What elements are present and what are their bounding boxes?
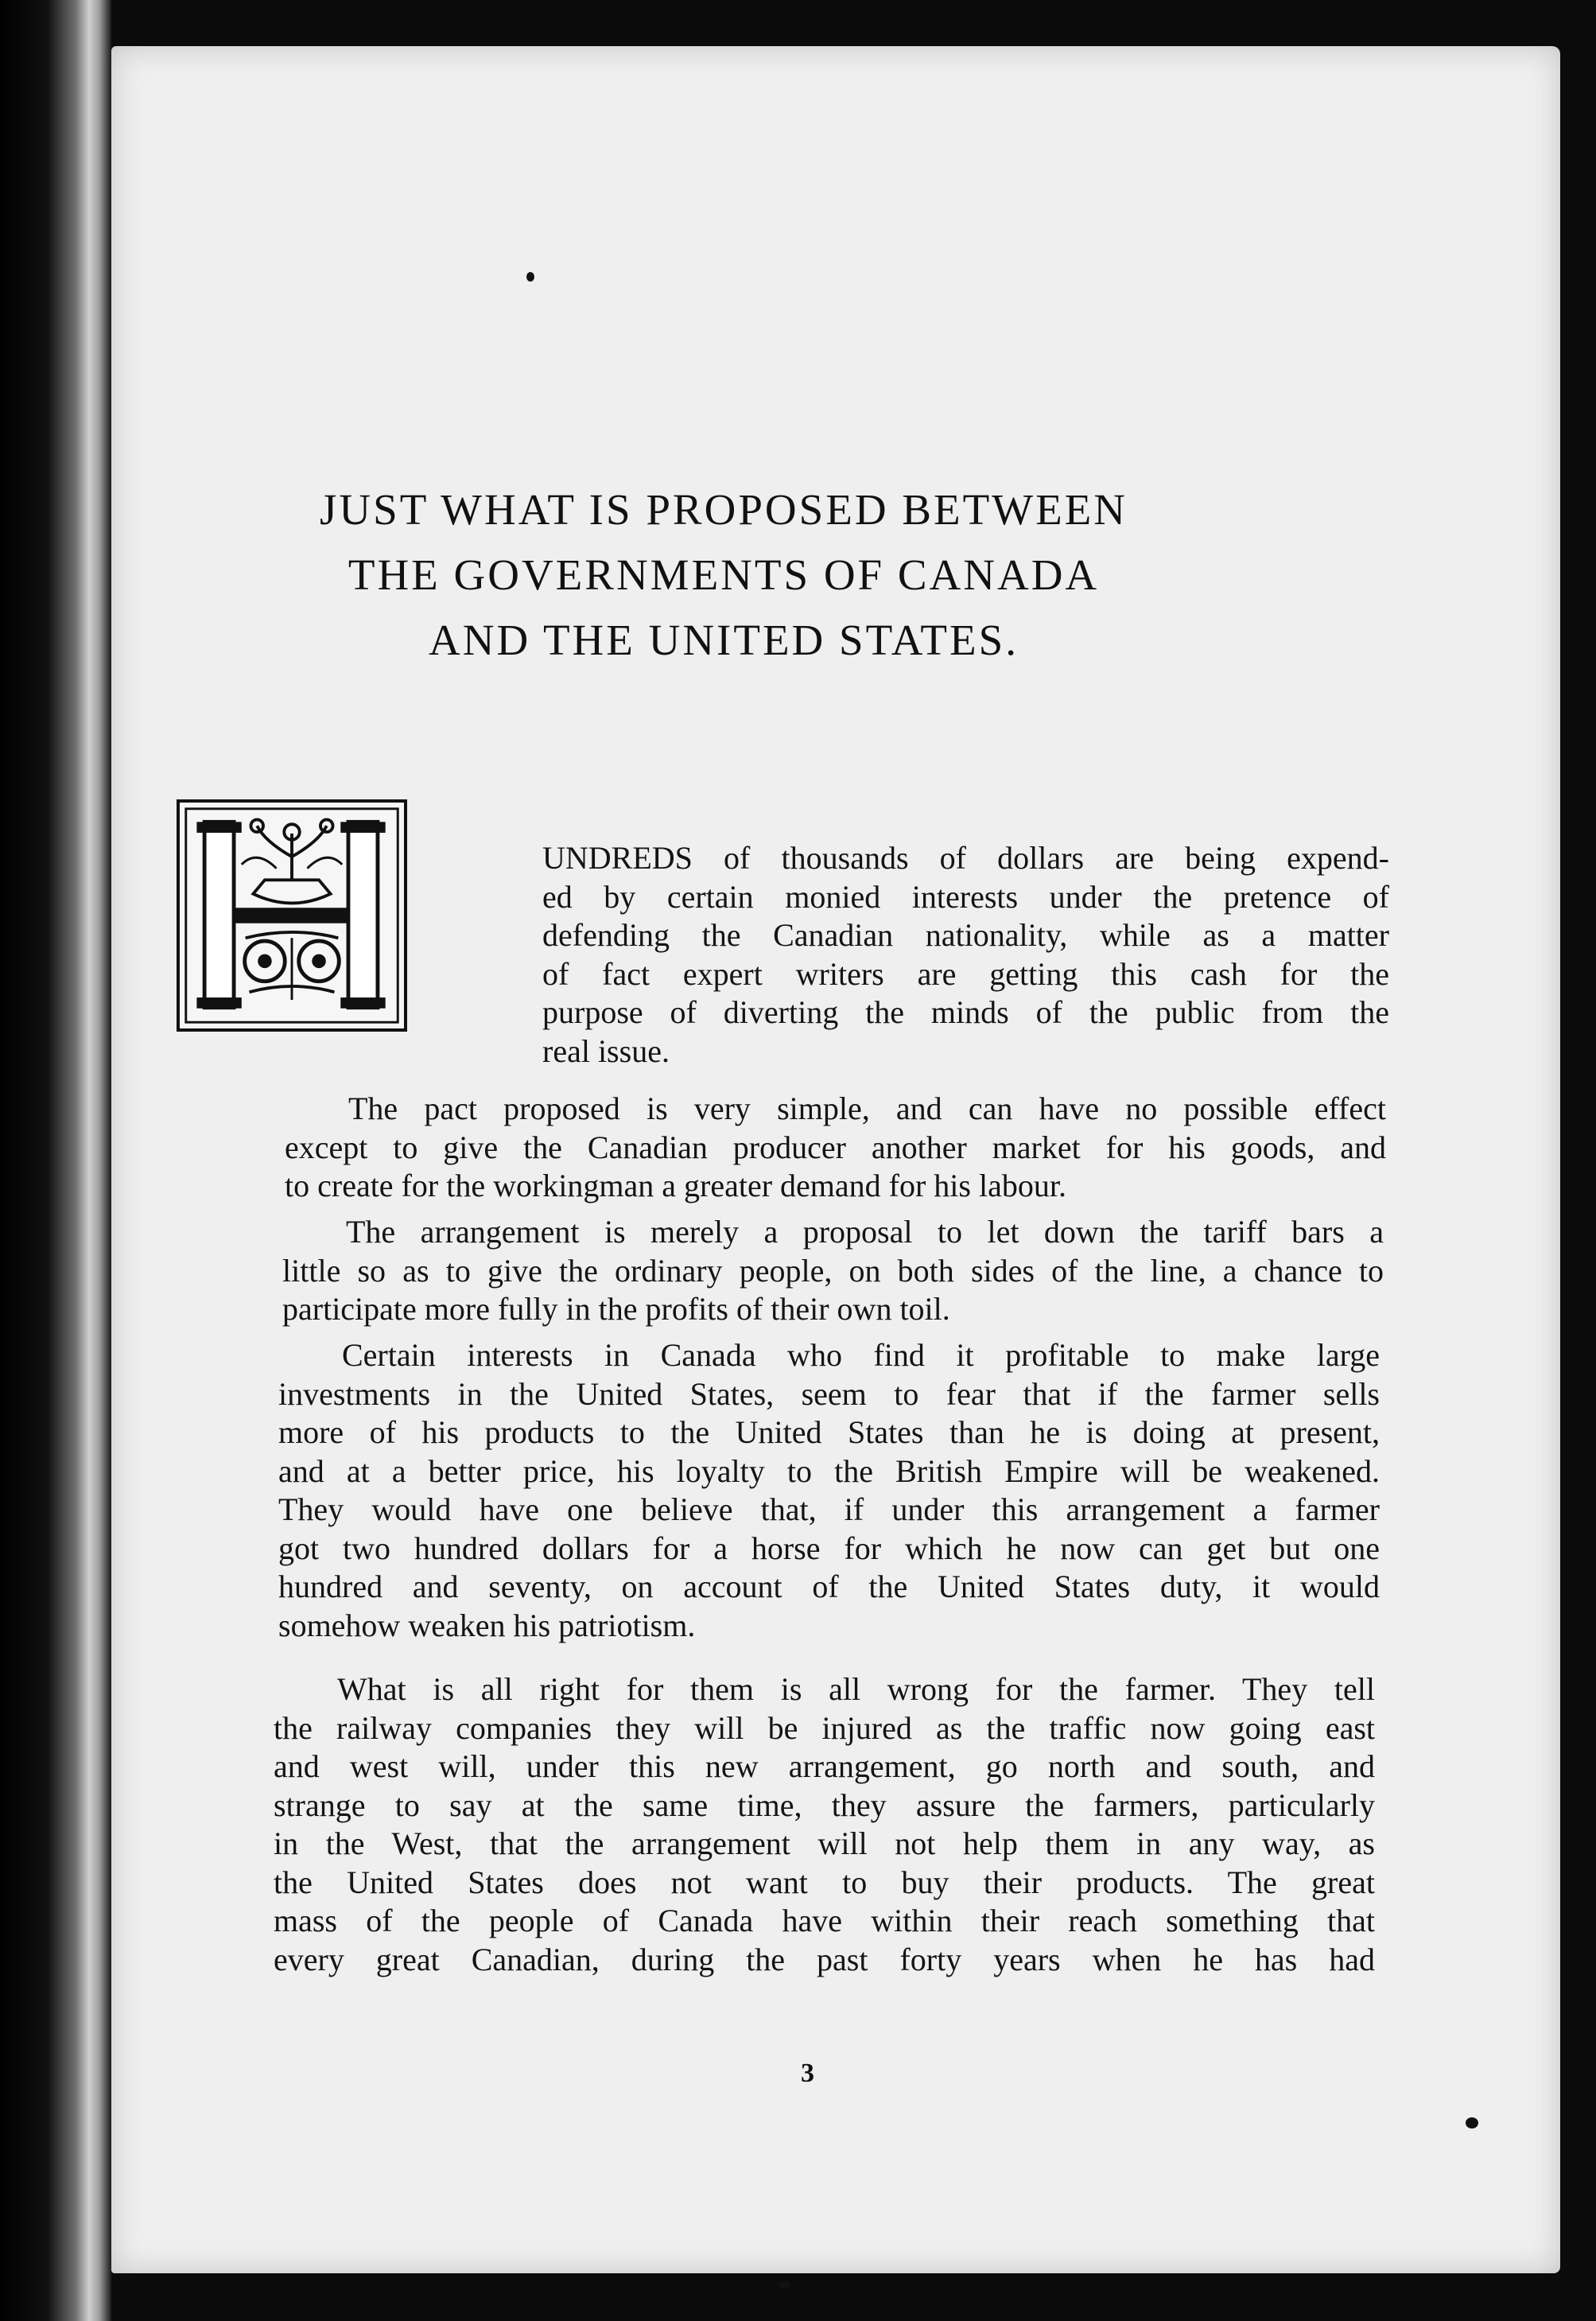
title-line-2: THE GOVERNMENTS OF CANADA: [348, 550, 1100, 599]
text-line: and west will, under this new arrangement, go north and south, and: [274, 1748, 1375, 1784]
text-line: strange to say at the same time, they assure the farmers, particularly: [274, 1786, 1375, 1823]
paragraph-4: [278, 1336, 1380, 1645]
text-line: The pact proposed is very simple, and can have no possible effect: [348, 1091, 1386, 1126]
paragraph-5: [274, 1670, 1375, 1979]
text-line: except to give the Canadian producer another market for his goods, and: [285, 1129, 1386, 1165]
text-line: to create for the workingman a greater demand for his labour.: [285, 1168, 1066, 1203]
text-line: ed by certain monied interests under the pretence of: [542, 878, 1389, 915]
text-line: of fact expert writers are getting this cash for the: [542, 955, 1389, 992]
ink-speck: [1466, 2117, 1478, 2129]
paragraph-2: [285, 1090, 1386, 1206]
text-line: participate more fully in the profits of their own toil.: [282, 1291, 950, 1327]
title-line-3: AND THE UNITED STATES.: [429, 616, 1019, 664]
text-line: hundred and seventy, on account of the United States duty, it would: [278, 1569, 1380, 1604]
paragraph-3: [282, 1213, 1384, 1329]
text-line: got two hundred dollars for a horse for which he now can get but one: [278, 1530, 1380, 1566]
facing-page-edge: [0, 0, 111, 2321]
text-line: and at a better price, his loyalty to the British Empire will be weakened.: [278, 1452, 1380, 1489]
text-line: The arrangement is merely a proposal to let down the tariff bars a: [346, 1214, 1384, 1250]
text-line: real issue.: [542, 1032, 670, 1069]
text-line: more of his products to the United States than he is doing at present,: [278, 1414, 1380, 1450]
ornamental-drop-cap: [177, 799, 407, 1032]
text-line: What is all right for them is all wrong for the farmer. They tell: [337, 1671, 1375, 1707]
ink-speck: [779, 2281, 790, 2289]
text-line: the United States does not want to buy their products. The great: [274, 1864, 1375, 1900]
text-line: Certain interests in Canada who find it profitable to make large: [342, 1337, 1380, 1373]
text-line: UNDREDS of thousands of dollars are being expend-: [542, 840, 1389, 876]
text-line: purpose of diverting the minds of the public from the: [542, 994, 1389, 1030]
text-line: investments in the United States, seem to fear that if the farmer sells: [278, 1375, 1380, 1412]
text-line: They would have one believe that, if under this arrangement a farmer: [278, 1491, 1380, 1527]
text-line: somehow weaken his patriotism.: [278, 1607, 696, 1643]
title-line-1: JUST WHAT IS PROPOSED BETWEEN: [320, 485, 1128, 534]
page-number: 3: [801, 2059, 814, 2088]
ink-speck: [526, 272, 534, 282]
text-line: the railway companies they will be injured as the traffic now going east: [274, 1709, 1375, 1746]
text-line: defending the Canadian nationality, while as a matter: [542, 917, 1389, 953]
text-line: every great Canadian, during the past forty years when he has had: [274, 1941, 1375, 1977]
opening-paragraph: [542, 839, 1389, 1071]
page-title: [167, 477, 1280, 673]
text-line: little so as to give the ordinary people, on both sides of the line, a chance to: [282, 1252, 1384, 1289]
text-line: mass of the people of Canada have within their reach something that: [274, 1903, 1375, 1938]
drop-cap-illustration: [180, 803, 404, 1028]
text-line: in the West, that the arrangement will not help them in any way, as: [274, 1825, 1375, 1861]
